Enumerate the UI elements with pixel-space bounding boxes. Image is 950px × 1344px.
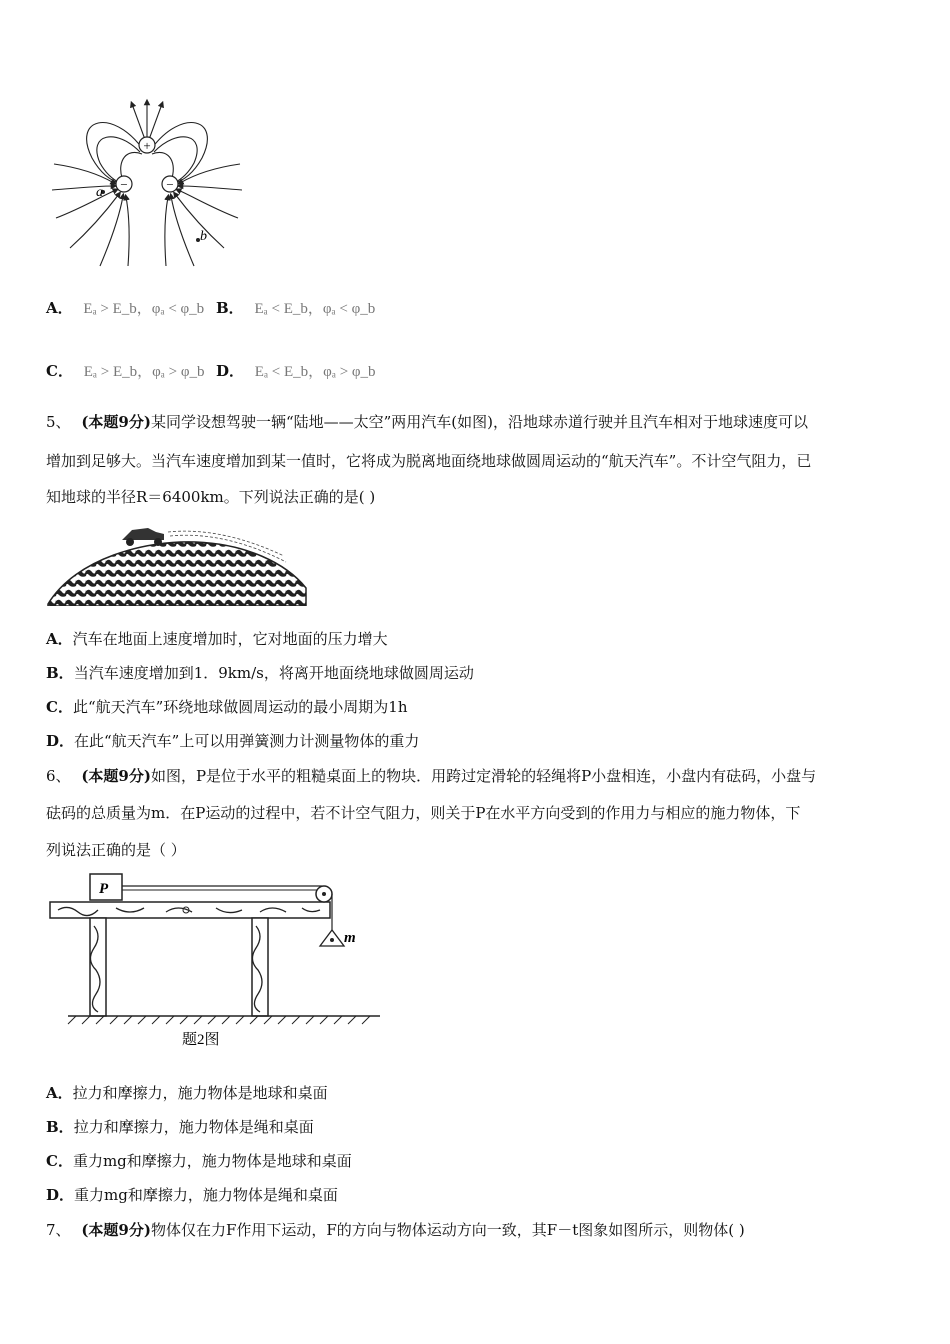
option-label: D． [216, 362, 245, 380]
option-text: 汽车在地面上速度增加时，它对地面的压力增大 [72, 630, 388, 648]
question-score: (本题9分) [81, 1221, 151, 1239]
q5-option-a[interactable] [46, 629, 388, 649]
option-text: 此“航天汽车”环绕地球做圆周运动的最小周期为1h [72, 698, 408, 716]
option-text: 拉力和摩擦力，施力物体是地球和桌面 [72, 1084, 328, 1102]
svg-text:+: + [143, 138, 151, 153]
question-number: 5、 [46, 413, 71, 431]
earth-car-figure [46, 518, 308, 606]
q4-option-b[interactable] [216, 298, 375, 319]
q5-option-b[interactable] [46, 663, 474, 683]
question-number: 6、 [46, 767, 71, 785]
block-p-label: P [99, 881, 109, 897]
svg-text:−: − [166, 177, 174, 192]
question-text: 如图，P是位于水平的粗糙桌面上的物块．用跨过定滑轮的轻绳将P小盘相连，小盘内有砝码，小盘与 [150, 767, 817, 785]
option-label: C． [46, 698, 73, 716]
option-label: D． [46, 732, 75, 750]
negative-charge-left [116, 176, 132, 192]
q6-line-2: 砝码的总质量为m．在P运动的过程中，若不计空气阻力，则关于P在水平方向受到的作用力与相应的施力物体，下 [46, 804, 801, 822]
q6-option-c[interactable] [46, 1151, 352, 1171]
negative-charge-right [162, 176, 178, 192]
option-label: C． [46, 1152, 73, 1170]
option-label: B． [46, 1118, 74, 1136]
question-score: (本题9分) [81, 413, 151, 431]
q7-line-1 [46, 1220, 745, 1240]
table-pulley-figure [46, 870, 386, 1052]
option-formula: Eₐ < E_b，φₐ > φ_b [254, 364, 376, 380]
q6-option-d[interactable] [46, 1185, 338, 1205]
option-formula: Eₐ < E_b，φₐ < φ_b [254, 301, 376, 317]
q5-line-2: 增加到足够大。当汽车速度增加到某一值时，它将成为脱离地面绕地球做圆周运动的“航天汽车”。不计空气阻力，已 [46, 452, 812, 470]
option-label: A． [46, 299, 73, 317]
option-label: C． [46, 362, 73, 380]
svg-text:−: − [120, 177, 128, 192]
point-b-label: b [200, 229, 207, 244]
question-number: 7、 [46, 1221, 71, 1239]
option-label: D． [46, 1186, 75, 1204]
q5-option-d[interactable] [46, 731, 419, 751]
q4-option-c[interactable] [46, 361, 205, 382]
option-text: 重力mg和摩擦力，施力物体是绳和桌面 [74, 1186, 338, 1204]
question-text: 某同学设想驾驶一辆“陆地——太空”两用汽车(如图)，沿地球赤道行驶并且汽车相对于地球速度可以 [150, 413, 809, 431]
option-formula: Eₐ > E_b，φₐ < φ_b [83, 301, 205, 317]
option-formula: Eₐ > E_b，φₐ > φ_b [83, 364, 205, 380]
positive-charge [139, 137, 155, 153]
electric-field-figure [52, 98, 242, 270]
option-text: 在此“航天汽车”上可以用弹簧测力计测量物体的重力 [74, 732, 420, 750]
q4-option-d[interactable] [216, 361, 376, 382]
option-text: 拉力和摩擦力，施力物体是绳和桌面 [73, 1118, 314, 1136]
figure-caption: 题2图 [182, 1032, 220, 1048]
option-label: B． [216, 299, 244, 317]
q6-line-3: 列说法正确的是（ ） [46, 841, 186, 859]
question-score: (本题9分) [81, 767, 151, 785]
car-icon [122, 528, 164, 546]
option-text: 重力mg和摩擦力，施力物体是地球和桌面 [72, 1152, 352, 1170]
q6-option-b[interactable] [46, 1117, 314, 1137]
q4-option-a[interactable] [46, 298, 204, 319]
q5-option-c[interactable] [46, 697, 408, 717]
q5-line-1 [46, 412, 808, 432]
mass-label: m [344, 930, 356, 946]
option-label: B． [46, 664, 74, 682]
point-a-label: a [96, 185, 103, 200]
option-text: 当汽车速度增加到1．9km/s，将离开地面绕地球做圆周运动 [73, 664, 474, 682]
question-text: 物体仅在力F作用下运动，F的方向与物体运动方向一致，其F－t图象如图所示，则物体( ) [150, 1221, 745, 1239]
option-label: A． [46, 630, 73, 648]
q5-line-3: 知地球的半径R＝6400km。下列说法正确的是( ) [46, 488, 376, 506]
q6-line-1 [46, 766, 816, 786]
q6-option-a[interactable] [46, 1083, 328, 1103]
option-label: A． [46, 1084, 73, 1102]
